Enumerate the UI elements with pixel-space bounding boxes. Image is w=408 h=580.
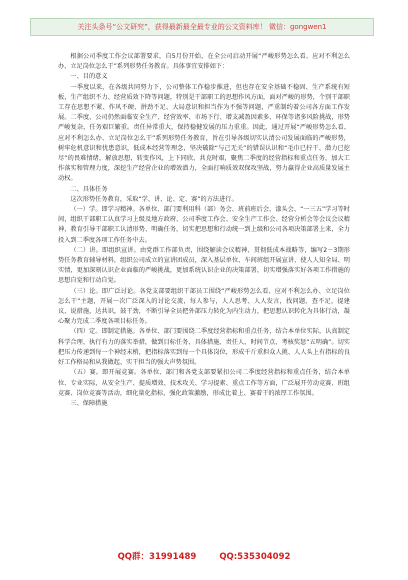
section-heading: 三、保障措施 [70, 399, 108, 407]
header-banner: 关注头条号“公文研究”，获得最新最全最专业的公文资料库！ 微信：gongwen1 [30, 18, 374, 36]
section-heading: 二、具体任务 [70, 185, 108, 193]
paragraph: （四）定。即制定措施。各单位、部门要围绕二季度经营指标和重点任务，结合本单位实际，认真制定科学合理、执行有力的落实举措，做到目标任务、具体措施、责任人、时间节点、考核奖惩“五明确”。切实把压力传递到每一个神经末梢，把指标落实到每一个具体岗位，形成千斤重担众人挑、人人头上有指标的良好工作格局和从我做起、实干担当的强大声势氛围。 [58, 328, 350, 367]
paragraph: （五）赛。即开展竞赛。各单位、部门和各党支部要紧扣公司二季度经营指标和重点任务，结合本单位、专业实际，从安全生产、提质增效、技术攻关、学习提素、重点工作等方面，广泛展开劳动竞赛、班组竞赛、岗位竞赛等活动，细化量化指标，强化政策激励，形成比着上、赛着干的浓厚工作氛围。 [58, 369, 350, 397]
paragraph: （一）学。即学习精神。各单位、部门要利用科（部）务会、班前班后会、漆头会、“一三五”学习等时间，组织干部职工认真学习上级及地方政府、公司季度工作会、安全生产工作会、经营分析会等会议会议精神，教育引导干部职工认清形势、明确任务，切实把思想和行动统一到上级和公司各项决策部署上来，全力投入到二季度各项工作任务中去。 [58, 206, 350, 244]
paragraph: 一季度以来，在各级共同努力下，公司整体工作稳步推进，但也存在安全基础不稳固、生产系统有短板，生产组织不力、经营质效下降等问题，特别是干部职工的思想作风方面，面对严峻的形势，个别干部职工存在思想不紧、作风不硬、拼劲不足、大局意识和担当作为不强等问题，严重制约着公司各方面工作发展。二季度，公司仍然面临安全生产、经营效率、市场下行、增支减盈因素多、环保等诸多风险挑战，形势严峻复杂，任务艰巨繁重。责任异常重大，保持稳健发展的压力重重。因此，通过开展“严峻形势怎么看、应对不利怎么办、立足岗位怎么干”系列形势任务教育，旨在引导各级切实认清公司发展面临的严峻形势，树牢危机意识和忧患意识，低成本经营等理念，坚决破除“与己无关”的错误认识和“毛巾已拧干、潜力已挖尽”的畏难情绪，解放思想，转变作风，上下同欣、共克时艰，聚焦二季度的经营指标和重点任务，加大工作落实和管理力度，深挖生产经营企业的增效潜力，全面打响质效双保攻坚战，努力赢得企业高质量发展主动权。 [58, 83, 350, 183]
document-body [58, 52, 350, 409]
paragraph: 这次形势任务教育，采取“学、讲、论、定、赛”的方法进行。 [70, 195, 238, 203]
qq-group-text: QQ群：31991489 [117, 552, 197, 562]
section-heading: 一、目的意义 [70, 73, 108, 81]
footer-contact [0, 550, 408, 562]
paragraph: （二）讲。即组织宣讲。由党群工作部负责，围绕解读会议精神、贯彻低成本战略等，编写2－3期形势任务教育辅导材料，组织公司成立的宣讲团成员，深入基层单位、车间班组开展宣讲，使人人知全局、明实情，更加深刻认识企业面临的严峻挑战，更加系统认识企业的决策部署，切实增强落实好各项工作措施的思想自觉和行动自觉。 [58, 246, 350, 285]
paragraph: 根据公司季度工作会议部署要求，自5月份开始，在全公司启动开展“严峻形势怎么看、应对不利怎么办、立足岗位怎么干”系列形势任务教育。具体事宜安排如下： [58, 53, 350, 71]
qq-text: QQ:535304092 [219, 552, 291, 562]
paragraph: （三）论。即广泛讨论。各党支部要组织干部员工围绕“严峻形势怎么看、应对不利怎么办、立足岗位怎么干”主题，开展一次广泛深入的讨论交流，每人参与，人人思考、人人发言，找问题、查不足，提建议、说措施，达共识，鼓干劲，不断引导全员把外部压力转化为内生动力，把思想认识转化为具体行动，凝心聚力完成二季度各项目标任务。 [58, 287, 350, 326]
